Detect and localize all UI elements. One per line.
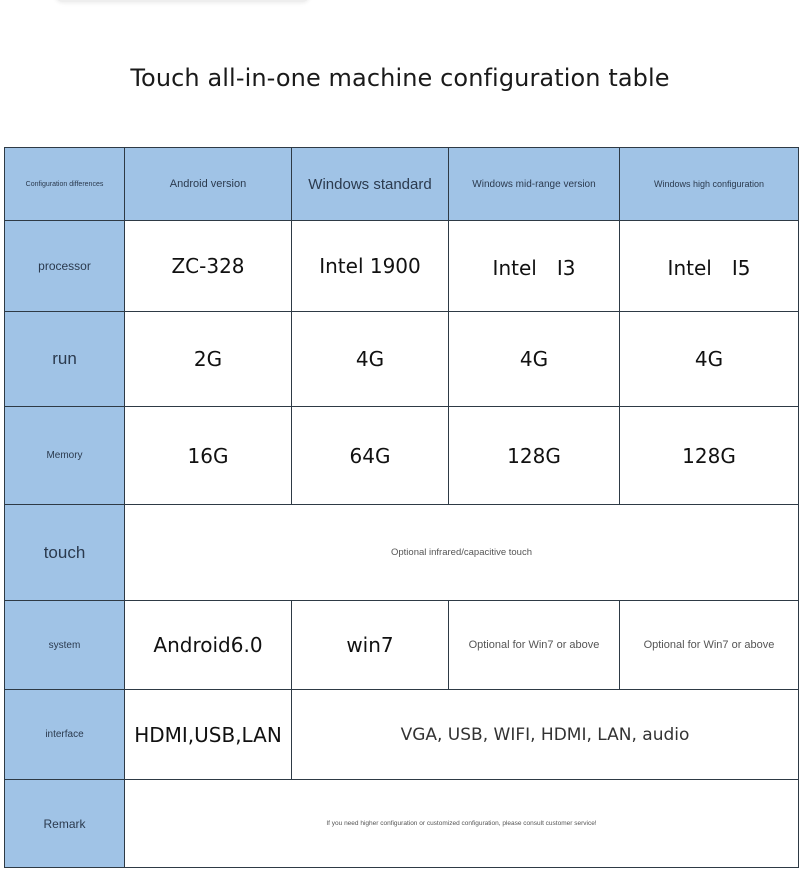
cell-processor-win-mid: Intel I3 <box>449 221 620 312</box>
header-windows-standard: Windows standard <box>292 148 449 221</box>
cell-memory-android: 16G <box>125 407 292 505</box>
table-row-run <box>5 312 799 407</box>
table-row-system <box>5 601 799 690</box>
row-label-run: run <box>5 312 125 407</box>
cell-run-win-mid: 4G <box>449 312 620 407</box>
cell-memory-win-standard: 64G <box>292 407 449 505</box>
table-row-interface <box>5 690 799 780</box>
cell-run-win-high: 4G <box>620 312 799 407</box>
cell-memory-win-mid: 128G <box>449 407 620 505</box>
table-row-processor <box>5 221 799 312</box>
header-windows-high: Windows high configuration <box>620 148 799 221</box>
cell-processor-win-high: Intel I5 <box>620 221 799 312</box>
row-label-remark: Remark <box>5 780 125 868</box>
top-decoration <box>55 0 310 2</box>
cell-interface-android: HDMI,USB,LAN <box>125 690 292 780</box>
header-corner: Configuration differences <box>5 148 125 221</box>
cell-remark: If you need higher configuration or customized configuration, please consult customer service! <box>125 780 799 868</box>
row-label-touch: touch <box>5 505 125 601</box>
cell-system-win-high: Optional for Win7 or above <box>620 601 799 690</box>
header-android: Android version <box>125 148 292 221</box>
table-row-memory <box>5 407 799 505</box>
cell-processor-win-standard: Intel 1900 <box>292 221 449 312</box>
row-label-memory: Memory <box>5 407 125 505</box>
table-row-remark <box>5 780 799 868</box>
cell-system-win-standard: win7 <box>292 601 449 690</box>
row-label-processor: processor <box>5 221 125 312</box>
cell-run-win-standard: 4G <box>292 312 449 407</box>
cell-processor-android: ZC-328 <box>125 221 292 312</box>
cell-system-win-mid: Optional for Win7 or above <box>449 601 620 690</box>
row-label-interface: interface <box>5 690 125 780</box>
header-windows-mid: Windows mid-range version <box>449 148 620 221</box>
row-label-system: system <box>5 601 125 690</box>
table-row-touch <box>5 505 799 601</box>
cell-run-android: 2G <box>125 312 292 407</box>
cell-memory-win-high: 128G <box>620 407 799 505</box>
cell-system-android: Android6.0 <box>125 601 292 690</box>
cell-touch-all: Optional infrared/capacitive touch <box>125 505 799 601</box>
cell-interface-windows: VGA, USB, WIFI, HDMI, LAN, audio <box>292 690 799 780</box>
configuration-table <box>4 147 799 868</box>
header-row <box>5 148 799 221</box>
page-title: Touch all-in-one machine configuration table <box>130 64 670 92</box>
